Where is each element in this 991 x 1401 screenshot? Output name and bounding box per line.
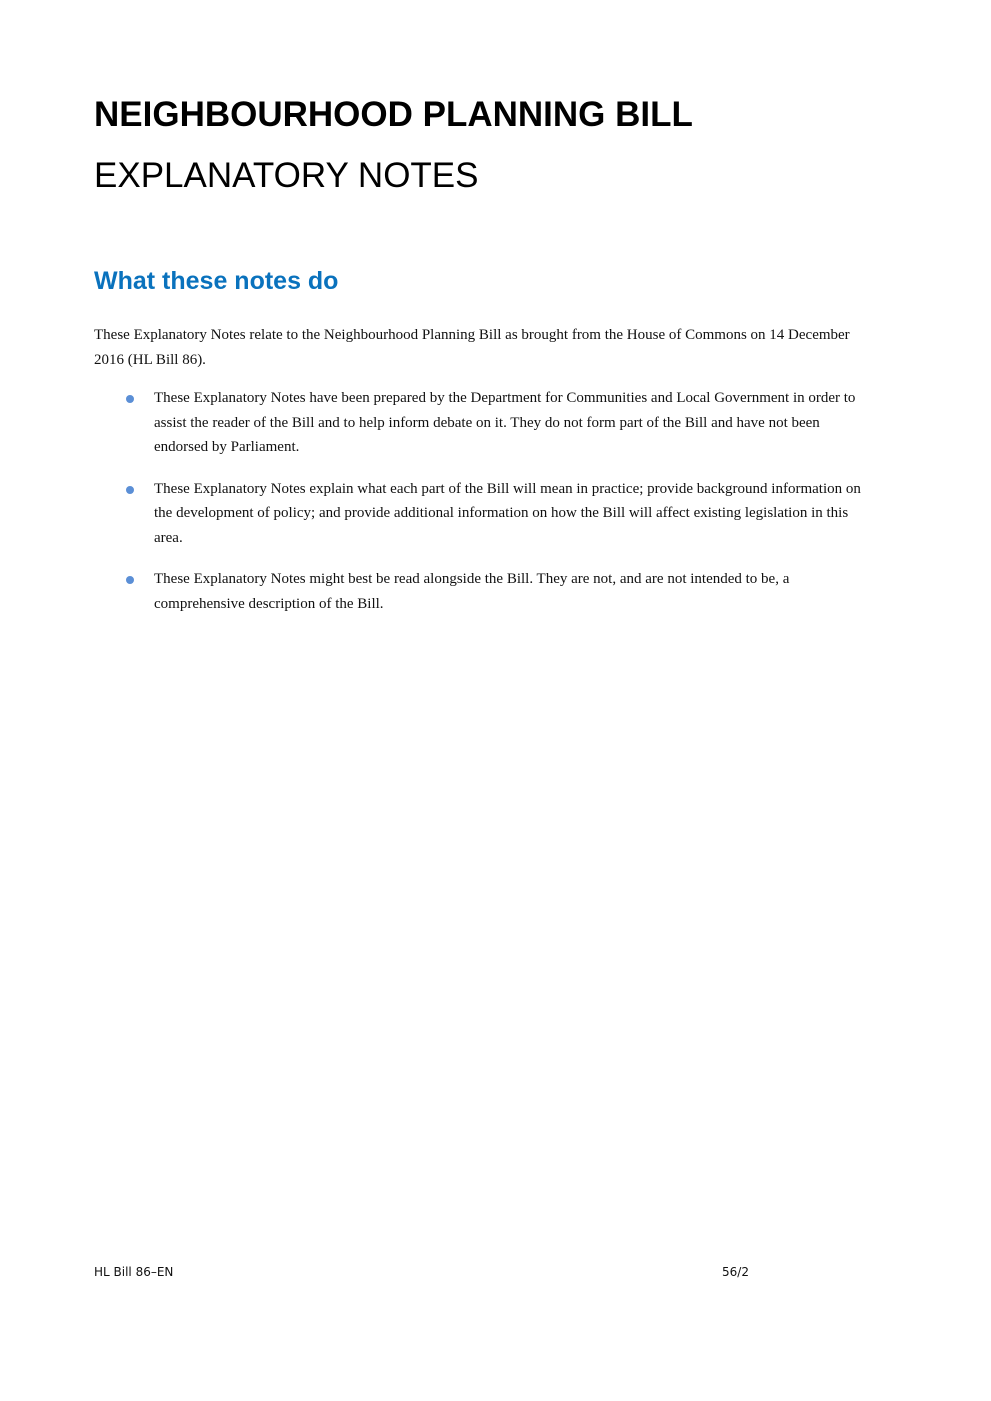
- bullet-text: These Explanatory Notes might best be read alongside the Bill. They are not, and are not intended to be, a comprehensive description of the Bill.: [154, 571, 790, 612]
- intro-paragraph: These Explanatory Notes relate to the Neighbourhood Planning Bill as brought from the House of Commons on 14 December 2016 (HL Bill 86).: [94, 327, 850, 368]
- document-subtitle: EXPLANATORY NOTES: [94, 156, 479, 195]
- footer-bill-reference: HL Bill 86–EN: [94, 1265, 174, 1279]
- section-heading: What these notes do: [94, 267, 339, 295]
- bullet-item: [94, 477, 874, 551]
- document-title: NEIGHBOURHOOD PLANNING BILL: [94, 95, 693, 134]
- bullet-item: [94, 386, 874, 460]
- bullet-dot-icon: [126, 576, 134, 584]
- bullet-dot-icon: [126, 486, 134, 494]
- bullet-dot-icon: [126, 395, 134, 403]
- bullet-item: [94, 567, 874, 616]
- bullet-text: These Explanatory Notes have been prepared by the Department for Communities and Local Government in order to assist the reader of the Bill and to help inform debate on it. They do not form part of the Bill and have not been endorsed by Parliament.: [154, 390, 856, 455]
- bullet-text: These Explanatory Notes explain what each part of the Bill will mean in practice; provide background information on the development of policy; and provide additional information on how the Bill will affect existing legislation in this area.: [154, 480, 861, 546]
- bullet-list: [94, 386, 874, 633]
- footer-page-code: 56/2: [722, 1265, 749, 1279]
